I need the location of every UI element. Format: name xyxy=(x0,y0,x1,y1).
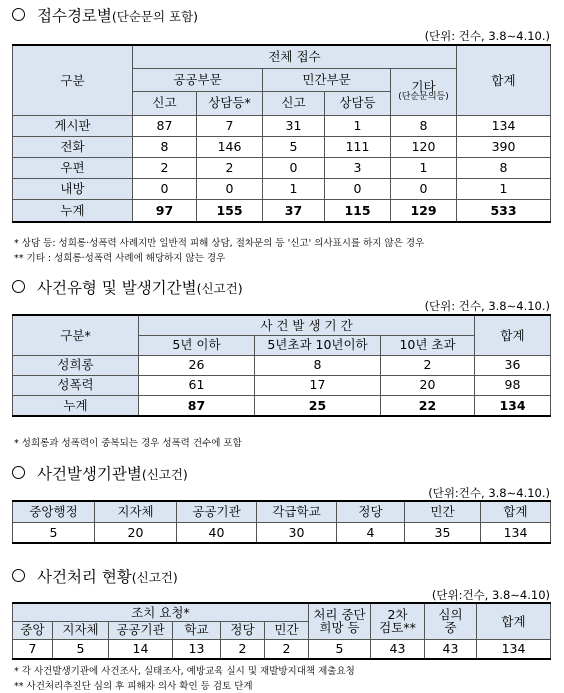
header-public-consult: 상담등* xyxy=(197,91,263,115)
header-total: 합계 xyxy=(481,501,551,522)
table-row: 우편 2 2 0 3 1 8 xyxy=(13,157,551,178)
section1-title: 접수경로별(단순문의 포함) xyxy=(12,4,198,26)
section3-title: 사건발생기관별(신고건) xyxy=(12,462,188,484)
header-total: 합계 xyxy=(477,603,551,639)
circle-bullet-icon xyxy=(12,466,25,479)
header-category: 구분* xyxy=(13,315,139,355)
header-occurrence-period: 사 건 발 생 기 간 xyxy=(139,315,475,335)
section2-unit: (단위: 건수, 3.8∼4.10.) xyxy=(424,299,550,313)
table-row: 성희롱 26 8 2 36 xyxy=(13,355,551,375)
incident-type-period-table xyxy=(12,314,551,417)
section1-footnote-2: ** 기타 : 성희롱·성폭력 사례에 해당하지 않는 경우 xyxy=(14,253,226,264)
header-total: 합계 xyxy=(475,315,551,355)
header-under-review: 심의 중 xyxy=(425,603,477,639)
header-local-gov: 지자체 xyxy=(95,501,177,522)
section4-title: 사건처리 현황(신고건) xyxy=(12,565,178,587)
section1-footnote-1: * 상담 등: 성희롱·성폭력 사례지만 일반적 피해 상담, 절차문의 등 '신고' 의사표시를 하지 않은 경우 xyxy=(14,238,425,249)
header-public: 공공부문 xyxy=(133,68,263,91)
header-local-gov: 지자체 xyxy=(53,621,109,639)
header-total: 합계 xyxy=(457,45,551,115)
section4-unit: (단위:건수, 3.8∼4.10) xyxy=(431,588,550,602)
header-school: 학교 xyxy=(173,621,221,639)
case-processing-table xyxy=(12,602,551,660)
header-party: 정당 xyxy=(337,501,405,522)
section4-footnote-1: * 각 사건발생기관에 사건조사, 실태조사, 예방교육 실시 및 재발방지대책 제출요청 xyxy=(14,666,355,677)
header-private: 민간 xyxy=(265,621,309,639)
table-total-row: 누계 97 155 37 115 129 533 xyxy=(13,199,551,222)
incident-organization-table xyxy=(12,500,551,544)
header-processing-stop: 처리 중단 희망 등 xyxy=(309,603,371,639)
table-row: 성폭력 61 17 20 98 xyxy=(13,375,551,395)
section4-footnote-2: ** 사건처리추진단 심의 후 피해자 의사 확인 등 검토 단계 xyxy=(14,681,253,692)
header-5y-10y: 5년초과 10년이하 xyxy=(255,335,381,355)
table-row: 내방 0 0 1 0 0 1 xyxy=(13,178,551,199)
header-other: 기타 (단순문의등) xyxy=(391,68,457,115)
header-public-org: 공공기관 xyxy=(109,621,173,639)
header-public-report: 신고 xyxy=(133,91,197,115)
table-row: 게시판 87 7 31 1 8 134 xyxy=(13,115,551,136)
circle-bullet-icon xyxy=(12,569,25,582)
section3-unit: (단위:건수, 3.8∼4.10.) xyxy=(428,486,550,500)
circle-bullet-icon xyxy=(12,280,25,293)
section2-footnote-1: * 성희롱과 성폭력이 중복되는 경우 성폭력 건수에 포함 xyxy=(14,438,242,449)
header-party: 정당 xyxy=(221,621,265,639)
table-row: 전화 8 146 5 111 120 390 xyxy=(13,136,551,157)
table-total-row: 누계 87 25 22 134 xyxy=(13,395,551,416)
header-category: 구분 xyxy=(13,45,133,115)
table-row: 5 20 40 30 4 35 134 xyxy=(13,522,551,543)
header-second-review: 2차 검토** xyxy=(371,603,425,639)
header-private: 민간부문 xyxy=(263,68,391,91)
header-under-5y: 5년 이하 xyxy=(139,335,255,355)
header-central: 중앙 xyxy=(13,621,53,639)
header-public-org: 공공기관 xyxy=(177,501,257,522)
header-central-admin: 중앙행정 xyxy=(13,501,95,522)
table-row: 7 5 14 13 2 2 5 43 43 134 xyxy=(13,639,551,659)
circle-bullet-icon xyxy=(12,8,25,21)
header-action-request: 조치 요청* xyxy=(13,603,309,621)
header-all-reception: 전체 접수 xyxy=(133,45,457,68)
header-private-report: 신고 xyxy=(263,91,325,115)
header-private: 민간 xyxy=(405,501,481,522)
header-private-consult: 상담등 xyxy=(325,91,391,115)
header-schools: 각급학교 xyxy=(257,501,337,522)
header-over-10y: 10년 초과 xyxy=(381,335,475,355)
section1-unit: (단위: 건수, 3.8∼4.10.) xyxy=(424,29,550,43)
section2-title: 사건유형 및 발생기간별(신고건) xyxy=(12,276,243,298)
reception-route-table xyxy=(12,44,551,223)
